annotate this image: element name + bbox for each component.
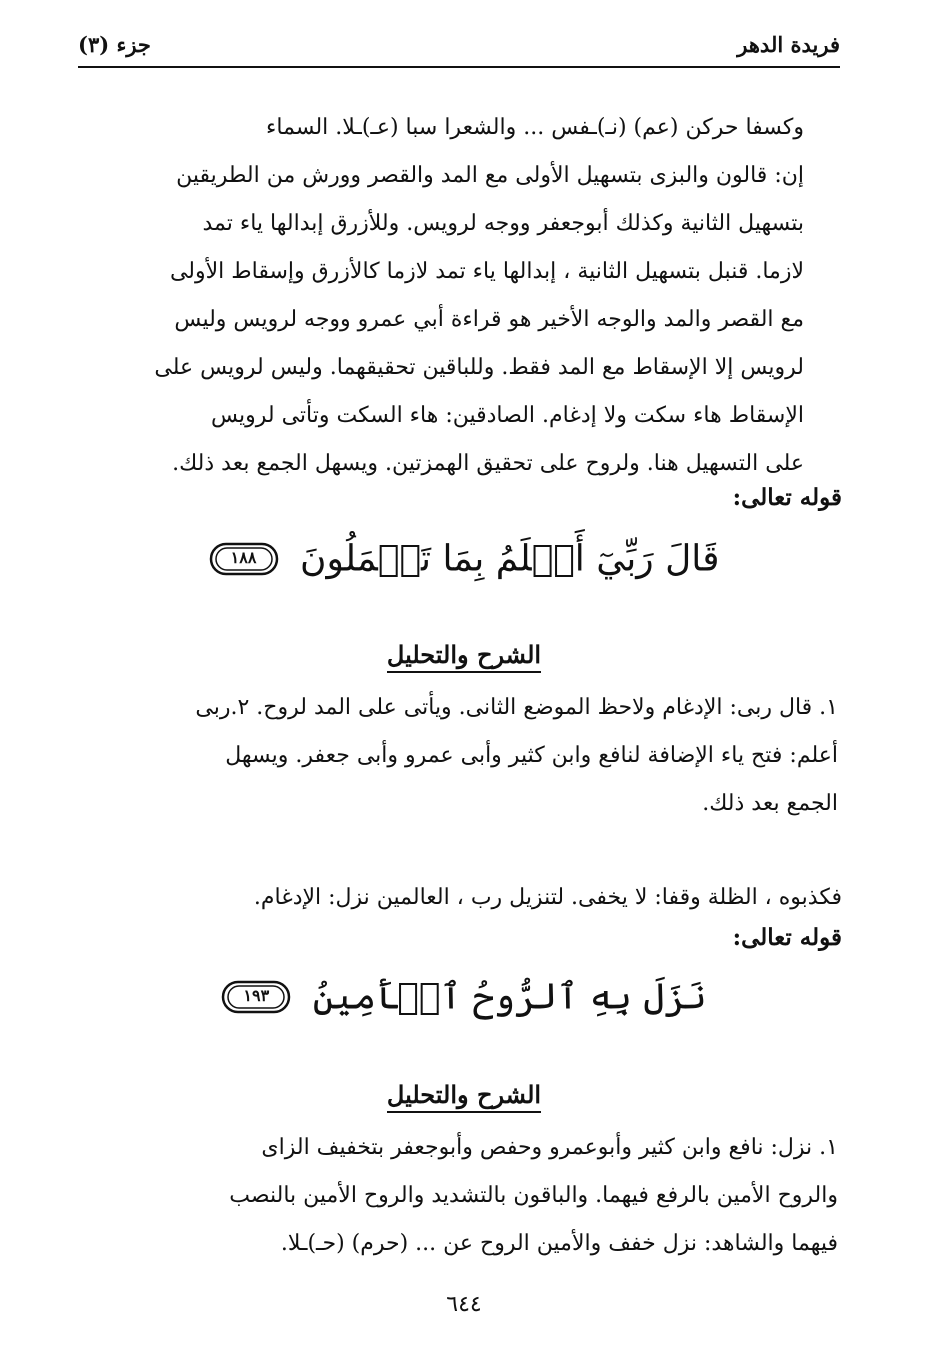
text-line: أعلم: فتح ياء الإضافة لنافع وابن كثير وأبى عمرو وأبى جعفر. ويسهل xyxy=(225,743,838,768)
page-header xyxy=(78,28,840,68)
ayah-number-marker xyxy=(209,541,279,577)
text-line: بتسهيل الثانية وكذلك أبوجعفر ووجه لرويس. وللأزرق إبدالها ياء تمد xyxy=(202,211,804,236)
text-line: لرويس إلا الإسقاط مع المد فقط. وللباقين تحقيقهما. وليس لرويس على xyxy=(154,355,804,380)
ayah-number: ١٨٨ xyxy=(230,548,257,567)
explanation-paragraph xyxy=(92,684,838,828)
text-line: ١. نزل: نافع وابن كثير وأبوعمرو وحفص وأبوجعفر بتخفيف الزاى xyxy=(261,1135,838,1160)
header-book-title: فريدة الدهر xyxy=(737,32,840,57)
verse-text: قَالَ رَبِّيٓ أَعۡلَمُ بِمَا تَعۡمَلُونَ xyxy=(300,538,720,580)
section-heading-text: الشرح والتحليل xyxy=(387,640,541,673)
text-line: الإسقاط هاء سكت ولا إدغام. الصادقين: هاء السكت وتأتى لرويس xyxy=(210,403,804,428)
text-line: لازما. قنبل بتسهيل الثانية ، إبدالها ياء تمد لازما كالأزرق وإسقاط الأولى xyxy=(169,259,804,284)
note-line: فكذبوه ، الظلة وقفا: لا يخفى. لتنزيل رب ، العالمين نزل: الإدغام. xyxy=(253,885,842,910)
text-line: الجمع بعد ذلك. xyxy=(702,791,838,816)
verse-text: نَزَلَ بِهِ ٱلرُّوحُ ٱلۡأَمِينُ xyxy=(312,976,707,1018)
text-line: مع القصر والمد والوجه الأخير هو قراءة أبي عمرو ووجه لرويس وليس xyxy=(174,307,804,332)
page-number: ٦٤٤ xyxy=(446,1292,482,1317)
section-heading xyxy=(0,1080,928,1113)
section-heading xyxy=(0,640,928,673)
text-line: وكسفا حركن (عم) (نـ)ـفس ... والشعرا سبا (عـ)ـلا. السماء xyxy=(266,115,804,140)
ayah-number-marker xyxy=(221,979,291,1015)
quran-verse xyxy=(0,536,928,580)
verse-intro-label: قوله تعالى: xyxy=(732,484,842,511)
header-part-number: جزء (٣) xyxy=(78,32,151,57)
text-line: على التسهيل هنا. ولروح على تحقيق الهمزتين. ويسهل الجمع بعد ذلك. xyxy=(172,451,804,476)
verse-intro-label: قوله تعالى: xyxy=(732,924,842,951)
commentary-paragraph xyxy=(90,104,804,488)
quran-verse xyxy=(0,974,928,1018)
text-line: والروح الأمين بالرفع فيهما. والباقون بالتشديد والروح الأمين بالنصب xyxy=(229,1183,838,1208)
text-line: ١. قال ربى: الإدغام ولاحظ الموضع الثانى. ويأتى على المد لروح. ٢.ربى xyxy=(195,695,838,720)
text-line: فيهما والشاهد: نزل خفف والأمين الروح عن ... (حرم) (حـ)ـلا. xyxy=(280,1231,838,1256)
text-line: إن: قالون والبزى بتسهيل الأولى مع المد والقصر وورش من الطريقين xyxy=(176,163,804,188)
ayah-number: ١٩٣ xyxy=(243,986,270,1005)
section-heading-text: الشرح والتحليل xyxy=(387,1080,541,1113)
header-rule xyxy=(78,66,840,68)
explanation-paragraph xyxy=(92,1124,838,1268)
